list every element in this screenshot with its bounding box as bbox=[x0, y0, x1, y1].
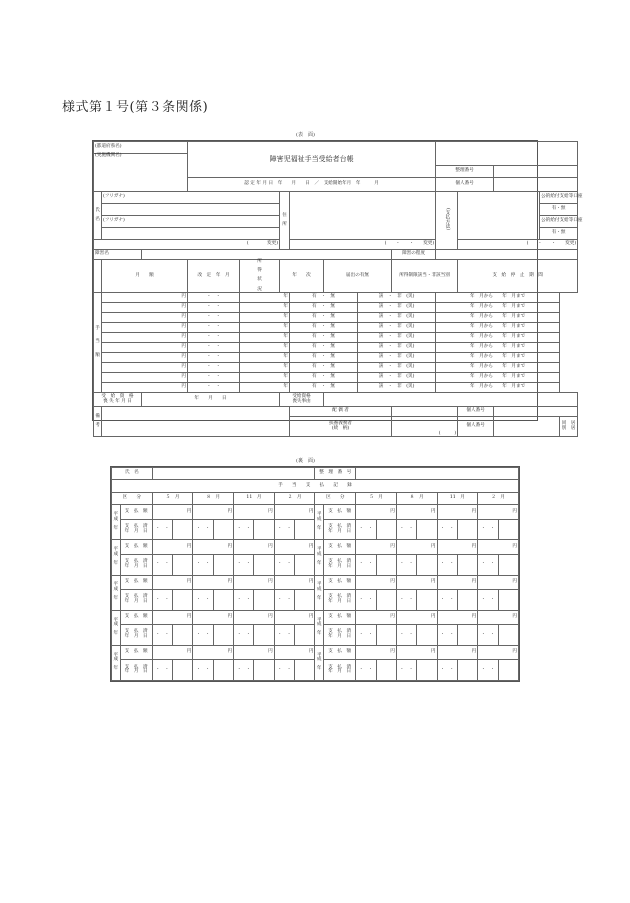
income-side-label: 所 得 状 況 bbox=[240, 260, 280, 293]
pay-amount-row bbox=[112, 610, 519, 624]
furigana-label-2: (フリガナ) bbox=[102, 216, 280, 228]
paid-date-cell[interactable]: ・ ・ bbox=[396, 589, 416, 610]
paid-date-cell[interactable]: ・ ・ bbox=[437, 589, 457, 610]
revision-date-cell[interactable]: ・ ・ bbox=[188, 333, 240, 343]
monthly-amount-cell[interactable]: 円 bbox=[102, 313, 188, 323]
paid-date-cell[interactable]: ・ ・ bbox=[396, 554, 416, 575]
pay-amount-cell[interactable]: 円 bbox=[193, 645, 234, 659]
pay-amount-cell[interactable]: 円 bbox=[396, 540, 437, 554]
paid-date-cell[interactable]: ・ ・ bbox=[437, 554, 457, 575]
monthly-amount-cell[interactable]: 円 bbox=[102, 323, 188, 333]
col-monthly: 月 額 bbox=[102, 260, 188, 293]
paid-date-extra[interactable] bbox=[295, 519, 315, 540]
paid-date-extra[interactable] bbox=[457, 660, 477, 681]
kouken-label-2: 公的給付支給等口座 bbox=[540, 216, 578, 228]
paid-date-extra[interactable] bbox=[498, 589, 518, 610]
year-cell[interactable]: 年 bbox=[240, 363, 290, 373]
revision-date-cell[interactable]: ・ ・ bbox=[188, 323, 240, 333]
umu-2: 有・無 bbox=[540, 228, 578, 240]
revision-date-cell[interactable]: ・ ・ bbox=[188, 293, 240, 303]
name-field[interactable] bbox=[102, 228, 280, 240]
paid-date-extra[interactable] bbox=[213, 554, 233, 575]
office-label: (実施機関名) bbox=[94, 154, 188, 192]
name-change: ( 変更) bbox=[94, 240, 280, 250]
stop-period-cell[interactable]: 年 月から 年 月まで bbox=[436, 313, 560, 323]
year-cell[interactable]: 年 bbox=[240, 333, 290, 343]
page-title: 様式第１号(第３条関係) bbox=[62, 100, 209, 115]
era-label: 平 成 年 bbox=[315, 540, 324, 575]
revision-date-cell[interactable]: ・ ・ bbox=[188, 383, 240, 393]
pay-amount-label: 支 払 額 bbox=[324, 610, 356, 624]
paid-date-cell[interactable]: ・ ・ bbox=[152, 554, 172, 575]
era-label: 平 成 年 bbox=[315, 575, 324, 610]
income-row bbox=[94, 353, 578, 363]
stop-period-cell[interactable]: 年 月から 年 月まで bbox=[436, 363, 560, 373]
paid-date-extra[interactable] bbox=[213, 589, 233, 610]
pay-amount-cell[interactable]: 円 bbox=[478, 575, 519, 589]
year-cell[interactable]: 年 bbox=[240, 383, 290, 393]
pay-amount-cell[interactable]: 円 bbox=[234, 575, 275, 589]
umu-1: 有・無 bbox=[540, 204, 578, 216]
paid-date-cell[interactable]: ・ ・ bbox=[437, 625, 457, 646]
paid-date-cell[interactable]: ・ ・ bbox=[356, 625, 376, 646]
paid-date-label: 支 払 済 年 月 日 bbox=[120, 589, 152, 610]
stop-period-cell[interactable]: 年 月から 年 月まで bbox=[436, 323, 560, 333]
paid-date-cell[interactable]: ・ ・ bbox=[396, 660, 416, 681]
kubun-right: 区 分 bbox=[315, 492, 356, 504]
paid-date-label: 支 払 済 年 月 日 bbox=[120, 554, 152, 575]
era-label: 平 成 年 bbox=[112, 540, 121, 575]
income-row bbox=[94, 293, 578, 303]
pay-method-label: (支払方法) bbox=[436, 192, 458, 250]
amount-side-label: 手 当 額 bbox=[94, 293, 102, 393]
cohabit-label: 同 居 別 居 bbox=[560, 417, 578, 437]
month-left-0: ５ 月 bbox=[152, 492, 193, 504]
year-cell[interactable]: 年 bbox=[240, 293, 290, 303]
month-right-2: 11 月 bbox=[437, 492, 478, 504]
pay-amount-cell[interactable]: 円 bbox=[152, 575, 193, 589]
month-right-0: ５ 月 bbox=[356, 492, 397, 504]
disability-degree-label: 障害の程度 bbox=[392, 250, 436, 260]
income-row bbox=[94, 323, 578, 333]
income-row bbox=[94, 333, 578, 343]
paid-date-cell[interactable]: ・ ・ bbox=[356, 660, 376, 681]
paid-date-cell[interactable]: ・ ・ bbox=[234, 589, 254, 610]
paid-date-cell[interactable]: ・ ・ bbox=[152, 625, 172, 646]
paid-date-extra[interactable] bbox=[295, 589, 315, 610]
pay-amount-row bbox=[112, 540, 519, 554]
stop-period-cell[interactable]: 年 月から 年 月まで bbox=[436, 353, 560, 363]
pay-change: ( ・ ・ 変更) bbox=[458, 240, 578, 250]
pay-amount-cell[interactable]: 円 bbox=[478, 505, 519, 519]
paid-date-extra[interactable] bbox=[457, 519, 477, 540]
year-cell[interactable]: 年 bbox=[240, 303, 290, 313]
revision-date-cell[interactable]: ・ ・ bbox=[188, 313, 240, 323]
paid-date-extra[interactable] bbox=[173, 519, 193, 540]
month-left-1: ８ 月 bbox=[193, 492, 234, 504]
report-cell[interactable]: 有 ・ 無 bbox=[290, 323, 358, 333]
front-form bbox=[92, 140, 583, 436]
date-block: 認 定 年 月 日 年 月 日 ／ 支給開始年月 年 月 bbox=[188, 178, 436, 192]
era-label: 平 成 年 bbox=[112, 505, 121, 540]
pay-amount-cell[interactable]: 円 bbox=[478, 540, 519, 554]
back-label: (裏 面) bbox=[296, 458, 315, 464]
paid-date-cell[interactable]: ・ ・ bbox=[152, 660, 172, 681]
pay-amount-label: 支 払 額 bbox=[120, 540, 152, 554]
month-right-3: ２ 月 bbox=[478, 492, 519, 504]
month-left-2: 11 月 bbox=[234, 492, 275, 504]
paid-date-extra[interactable] bbox=[417, 625, 437, 646]
income-row bbox=[94, 343, 578, 353]
pay-amount-cell[interactable]: 円 bbox=[437, 645, 478, 659]
paid-date-extra[interactable] bbox=[417, 554, 437, 575]
report-cell[interactable]: 有 ・ 無 bbox=[290, 343, 358, 353]
income-row bbox=[94, 313, 578, 323]
pay-amount-cell[interactable]: 円 bbox=[152, 645, 193, 659]
paid-date-extra[interactable] bbox=[213, 625, 233, 646]
paid-date-label: 支 払 済 年 月 日 bbox=[324, 625, 356, 646]
year-cell[interactable]: 年 bbox=[240, 353, 290, 363]
revision-date-cell[interactable]: ・ ・ bbox=[188, 373, 240, 383]
limit-cell[interactable]: 該 ・ 非 (災) bbox=[358, 343, 436, 353]
pay-amount-cell[interactable]: 円 bbox=[437, 610, 478, 624]
pay-amount-label: 支 払 額 bbox=[324, 540, 356, 554]
pay-amount-cell[interactable]: 円 bbox=[234, 540, 275, 554]
monthly-amount-cell[interactable]: 円 bbox=[102, 353, 188, 363]
paid-date-extra[interactable] bbox=[498, 519, 518, 540]
monthly-amount-cell[interactable]: 円 bbox=[102, 293, 188, 303]
supporter-person-no-label: 個人番号 bbox=[458, 417, 494, 437]
paid-date-cell[interactable]: ・ ・ bbox=[152, 519, 172, 540]
pay-amount-row bbox=[112, 575, 519, 589]
paid-date-extra[interactable] bbox=[376, 589, 396, 610]
paid-date-label: 支 払 済 年 月 日 bbox=[120, 660, 152, 681]
month-left-3: ２ 月 bbox=[274, 492, 315, 504]
pay-amount-cell[interactable]: 円 bbox=[356, 610, 397, 624]
monthly-amount-cell[interactable]: 円 bbox=[102, 383, 188, 393]
paid-date-cell[interactable]: ・ ・ bbox=[356, 519, 376, 540]
spouse-person-no-label: 個人番号 bbox=[458, 407, 494, 417]
paid-date-cell[interactable]: ・ ・ bbox=[193, 519, 213, 540]
paid-date-cell[interactable]: ・ ・ bbox=[478, 660, 498, 681]
paid-date-label: 支 払 済 年 月 日 bbox=[324, 519, 356, 540]
pay-amount-row bbox=[112, 505, 519, 519]
paid-date-cell[interactable]: ・ ・ bbox=[274, 554, 294, 575]
monthly-amount-cell[interactable]: 円 bbox=[102, 343, 188, 353]
reg-no-field[interactable] bbox=[494, 166, 578, 178]
stop-period-cell[interactable]: 年 月から 年 月まで bbox=[436, 303, 560, 313]
paid-date-extra[interactable] bbox=[457, 554, 477, 575]
paid-date-label: 支 払 済 年 月 日 bbox=[120, 519, 152, 540]
paid-date-extra[interactable] bbox=[457, 625, 477, 646]
col-report: 届出の有無 bbox=[324, 260, 392, 293]
paid-date-extra[interactable] bbox=[498, 554, 518, 575]
name-label: 氏 名 bbox=[94, 192, 102, 240]
paid-date-extra[interactable] bbox=[173, 660, 193, 681]
form-title: 障害児福祉手当受給者台帳 bbox=[188, 142, 436, 178]
pay-amount-row bbox=[112, 645, 519, 659]
person-no-field[interactable] bbox=[494, 178, 578, 192]
report-cell[interactable]: 有 ・ 無 bbox=[290, 293, 358, 303]
pay-amount-cell[interactable]: 円 bbox=[274, 575, 315, 589]
paid-date-extra[interactable] bbox=[254, 519, 274, 540]
paid-date-cell[interactable]: ・ ・ bbox=[234, 519, 254, 540]
paid-date-extra[interactable] bbox=[254, 554, 274, 575]
pay-amount-cell[interactable]: 円 bbox=[234, 610, 275, 624]
paid-date-extra[interactable] bbox=[498, 660, 518, 681]
paid-date-label: 支 払 済 年 月 日 bbox=[324, 589, 356, 610]
paid-date-extra[interactable] bbox=[457, 589, 477, 610]
era-label: 平 成 年 bbox=[112, 575, 121, 610]
pay-amount-cell[interactable]: 円 bbox=[437, 575, 478, 589]
income-row bbox=[94, 383, 578, 393]
era-label: 平 成 年 bbox=[112, 645, 121, 680]
pay-amount-label: 支 払 額 bbox=[324, 505, 356, 519]
paid-date-extra[interactable] bbox=[295, 660, 315, 681]
pay-amount-cell[interactable]: 円 bbox=[396, 610, 437, 624]
pay-amount-cell[interactable]: 円 bbox=[234, 645, 275, 659]
report-cell[interactable]: 有 ・ 無 bbox=[290, 313, 358, 323]
paid-date-cell[interactable]: ・ ・ bbox=[356, 589, 376, 610]
front-label: (表 面) bbox=[296, 132, 315, 138]
pay-amount-cell[interactable]: 円 bbox=[478, 645, 519, 659]
pay-amount-cell[interactable]: 円 bbox=[274, 505, 315, 519]
loss-date-label: 受 給 資 格 喪 失 年 月 日 bbox=[94, 393, 142, 407]
stop-period-cell[interactable]: 年 月から 年 月まで bbox=[436, 383, 560, 393]
paid-date-cell[interactable]: ・ ・ bbox=[193, 554, 213, 575]
year-cell[interactable]: 年 bbox=[240, 313, 290, 323]
monthly-amount-cell[interactable]: 円 bbox=[102, 373, 188, 383]
address-label: 住 所 bbox=[280, 192, 290, 250]
pay-amount-cell[interactable]: 円 bbox=[356, 540, 397, 554]
paid-date-cell[interactable]: ・ ・ bbox=[274, 625, 294, 646]
paid-date-extra[interactable] bbox=[213, 519, 233, 540]
supporter-label: 扶養義務者 (続 柄) bbox=[290, 417, 392, 437]
address-field[interactable] bbox=[290, 192, 436, 240]
furigana-field-1[interactable] bbox=[102, 204, 280, 216]
pay-amount-cell[interactable]: 円 bbox=[356, 575, 397, 589]
limit-cell[interactable]: 該 ・ 非 (災) bbox=[358, 323, 436, 333]
kouken-label-1: 公的給付支給等口座 bbox=[540, 192, 578, 204]
pay-amount-cell[interactable]: 円 bbox=[356, 645, 397, 659]
era-label: 平 成 年 bbox=[315, 645, 324, 680]
paid-date-label: 支 払 済 年 月 日 bbox=[324, 660, 356, 681]
paid-date-label: 支 払 済 年 月 日 bbox=[324, 554, 356, 575]
pay-field[interactable] bbox=[458, 192, 540, 240]
report-cell[interactable]: 有 ・ 無 bbox=[290, 363, 358, 373]
paid-date-extra[interactable] bbox=[254, 625, 274, 646]
pay-amount-cell[interactable]: 円 bbox=[152, 540, 193, 554]
paid-date-cell[interactable]: ・ ・ bbox=[437, 660, 457, 681]
reg-no-label: 整理番号 bbox=[436, 166, 494, 178]
kubun-left: 区 分 bbox=[112, 492, 153, 504]
revision-date-cell[interactable]: ・ ・ bbox=[188, 353, 240, 363]
stop-period-cell[interactable]: 年 月から 年 月まで bbox=[436, 333, 560, 343]
paid-date-extra[interactable] bbox=[295, 625, 315, 646]
paid-date-extra[interactable] bbox=[254, 660, 274, 681]
report-cell[interactable]: 有 ・ 無 bbox=[290, 383, 358, 393]
pay-amount-cell[interactable]: 円 bbox=[396, 645, 437, 659]
year-cell[interactable]: 年 bbox=[240, 323, 290, 333]
month-right-1: ８ 月 bbox=[396, 492, 437, 504]
paid-date-extra[interactable] bbox=[173, 625, 193, 646]
pay-amount-label: 支 払 額 bbox=[120, 505, 152, 519]
monthly-amount-cell[interactable]: 円 bbox=[102, 303, 188, 313]
pay-amount-label: 支 払 額 bbox=[324, 575, 356, 589]
paid-date-cell[interactable]: ・ ・ bbox=[234, 625, 254, 646]
report-cell[interactable]: 有 ・ 無 bbox=[290, 303, 358, 313]
paid-date-cell[interactable]: ・ ・ bbox=[274, 589, 294, 610]
paid-date-cell[interactable]: ・ ・ bbox=[396, 519, 416, 540]
pay-amount-cell[interactable]: 円 bbox=[356, 505, 397, 519]
pay-amount-cell[interactable]: 円 bbox=[193, 540, 234, 554]
record-title: 手 当 支 払 記 録 bbox=[112, 480, 519, 492]
era-label: 平 成 年 bbox=[315, 610, 324, 645]
pay-amount-cell[interactable]: 円 bbox=[193, 610, 234, 624]
pay-amount-cell[interactable]: 円 bbox=[193, 505, 234, 519]
back-reg-no-field[interactable] bbox=[356, 468, 519, 480]
pay-amount-cell[interactable]: 円 bbox=[274, 540, 315, 554]
disability-degree-field[interactable] bbox=[436, 250, 578, 260]
year-cell[interactable]: 年 bbox=[240, 343, 290, 353]
monthly-amount-cell[interactable]: 円 bbox=[102, 363, 188, 373]
paid-date-cell[interactable]: ・ ・ bbox=[396, 625, 416, 646]
spouse-field[interactable] bbox=[392, 407, 458, 417]
income-row bbox=[94, 363, 578, 373]
paid-date-extra[interactable] bbox=[213, 660, 233, 681]
spouse-label: 配 偶 者 bbox=[290, 407, 392, 417]
pay-amount-cell[interactable]: 円 bbox=[193, 575, 234, 589]
pay-amount-cell[interactable]: 円 bbox=[274, 645, 315, 659]
limit-cell[interactable]: 該 ・ 非 (災) bbox=[358, 353, 436, 363]
paid-date-extra[interactable] bbox=[254, 589, 274, 610]
pay-amount-cell[interactable]: 円 bbox=[478, 610, 519, 624]
col-stop: 支 給 停 止 期 間 bbox=[458, 260, 578, 293]
era-label: 平 成 年 bbox=[315, 505, 324, 540]
limit-cell[interactable]: 該 ・ 非 (災) bbox=[358, 313, 436, 323]
limit-cell[interactable]: 該 ・ 非 (災) bbox=[358, 383, 436, 393]
pay-amount-cell[interactable]: 円 bbox=[234, 505, 275, 519]
pay-amount-cell[interactable]: 円 bbox=[274, 610, 315, 624]
paid-date-extra[interactable] bbox=[173, 554, 193, 575]
paid-date-extra[interactable] bbox=[417, 519, 437, 540]
paid-date-cell[interactable]: ・ ・ bbox=[478, 589, 498, 610]
pay-amount-label: 支 払 額 bbox=[120, 575, 152, 589]
pay-amount-cell[interactable]: 円 bbox=[152, 610, 193, 624]
person-no-label: 個人番号 bbox=[436, 178, 494, 192]
loss-date-field[interactable]: 年 月 日 bbox=[142, 393, 280, 407]
back-form bbox=[110, 466, 520, 682]
paid-date-cell[interactable]: ・ ・ bbox=[478, 625, 498, 646]
paid-date-cell[interactable]: ・ ・ bbox=[478, 519, 498, 540]
pay-amount-cell[interactable]: 円 bbox=[396, 505, 437, 519]
paid-date-cell[interactable]: ・ ・ bbox=[274, 660, 294, 681]
income-row bbox=[94, 373, 578, 383]
paid-date-extra[interactable] bbox=[295, 554, 315, 575]
revision-date-cell[interactable]: ・ ・ bbox=[188, 303, 240, 313]
back-name-label: 氏 名 bbox=[112, 468, 153, 480]
income-row bbox=[94, 303, 578, 313]
revision-date-cell[interactable]: ・ ・ bbox=[188, 343, 240, 353]
pay-amount-cell[interactable]: 円 bbox=[437, 505, 478, 519]
paid-date-cell[interactable]: ・ ・ bbox=[193, 625, 213, 646]
paid-date-cell[interactable]: ・ ・ bbox=[234, 660, 254, 681]
pay-amount-label: 支 払 額 bbox=[120, 645, 152, 659]
report-cell[interactable]: 有 ・ 無 bbox=[290, 333, 358, 343]
remarks-label: 備 考 bbox=[94, 407, 102, 437]
paid-date-cell[interactable]: ・ ・ bbox=[274, 519, 294, 540]
spouse-person-no-field[interactable] bbox=[494, 407, 578, 417]
report-cell[interactable]: 有 ・ 無 bbox=[290, 373, 358, 383]
paid-date-extra[interactable] bbox=[417, 589, 437, 610]
paid-date-extra[interactable] bbox=[376, 554, 396, 575]
supporter-person-no-field[interactable] bbox=[494, 417, 560, 437]
pay-amount-label: 支 払 額 bbox=[324, 645, 356, 659]
supporter-field[interactable]: ( ) bbox=[392, 417, 458, 437]
pay-amount-cell[interactable]: 円 bbox=[396, 575, 437, 589]
prefecture-label: (都道府県名) bbox=[94, 142, 188, 154]
paid-date-extra[interactable] bbox=[376, 660, 396, 681]
address-change: ( ・ ・ 変更) bbox=[290, 240, 436, 250]
back-reg-no-label: 整 理 番 号 bbox=[315, 468, 356, 480]
limit-cell[interactable]: 該 ・ 非 (災) bbox=[358, 333, 436, 343]
monthly-amount-cell[interactable]: 円 bbox=[102, 333, 188, 343]
stop-period-cell[interactable]: 年 月から 年 月まで bbox=[436, 343, 560, 353]
paid-date-extra[interactable] bbox=[376, 625, 396, 646]
revision-date-cell[interactable]: ・ ・ bbox=[188, 363, 240, 373]
paid-date-cell[interactable]: ・ ・ bbox=[152, 589, 172, 610]
loss-reason-field[interactable] bbox=[324, 393, 578, 407]
report-cell[interactable]: 有 ・ 無 bbox=[290, 353, 358, 363]
back-name-field[interactable] bbox=[152, 468, 315, 480]
paid-date-cell[interactable]: ・ ・ bbox=[437, 519, 457, 540]
stop-period-cell[interactable]: 年 月から 年 月まで bbox=[436, 373, 560, 383]
paid-date-label: 支 払 済 年 月 日 bbox=[120, 625, 152, 646]
limit-cell[interactable]: 該 ・ 非 (災) bbox=[358, 363, 436, 373]
limit-cell[interactable]: 該 ・ 非 (災) bbox=[358, 293, 436, 303]
era-label: 平 成 年 bbox=[112, 610, 121, 645]
stop-period-cell[interactable]: 年 月から 年 月まで bbox=[436, 293, 560, 303]
paid-date-extra[interactable] bbox=[173, 589, 193, 610]
paid-date-cell[interactable]: ・ ・ bbox=[193, 589, 213, 610]
disability-name-field[interactable] bbox=[142, 250, 392, 260]
paid-date-extra[interactable] bbox=[417, 660, 437, 681]
paid-date-cell[interactable]: ・ ・ bbox=[193, 660, 213, 681]
paid-date-cell[interactable]: ・ ・ bbox=[234, 554, 254, 575]
pay-amount-label: 支 払 額 bbox=[120, 610, 152, 624]
pay-amount-cell[interactable]: 円 bbox=[152, 505, 193, 519]
col-limit: 所得制限該当・非該当別 bbox=[392, 260, 458, 293]
loss-reason-label: 受給資格 喪失事由 bbox=[280, 393, 324, 407]
furigana-label: (フリガナ) bbox=[102, 192, 280, 204]
paid-date-extra[interactable] bbox=[376, 519, 396, 540]
col-year: 年 次 bbox=[280, 260, 324, 293]
pay-amount-cell[interactable]: 円 bbox=[437, 540, 478, 554]
disability-name-label: 障害名 bbox=[94, 250, 142, 260]
year-cell[interactable]: 年 bbox=[240, 373, 290, 383]
remarks-field[interactable] bbox=[102, 407, 290, 437]
paid-date-extra[interactable] bbox=[498, 625, 518, 646]
paid-date-cell[interactable]: ・ ・ bbox=[478, 554, 498, 575]
limit-cell[interactable]: 該 ・ 非 (災) bbox=[358, 303, 436, 313]
col-revision: 改 定 年 月 bbox=[188, 260, 240, 293]
limit-cell[interactable]: 該 ・ 非 (災) bbox=[358, 373, 436, 383]
paid-date-cell[interactable]: ・ ・ bbox=[356, 554, 376, 575]
